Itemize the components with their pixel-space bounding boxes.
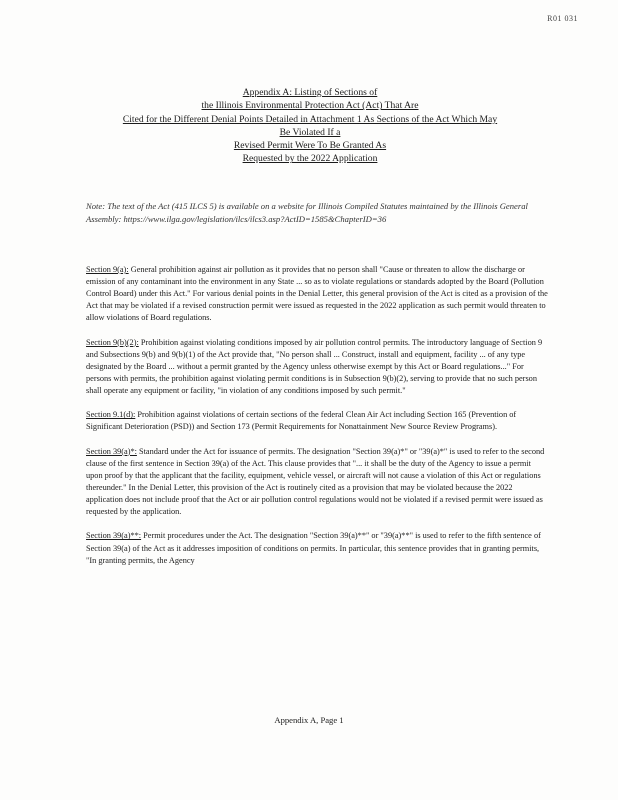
title-line-1: Appendix A: Listing of Sections of [242, 87, 378, 98]
section-body: General prohibition against air pollution as it provides that no person shall "Cause or threaten to allow the discharge or emission of any contaminant into the environment in any State ... so as to violate regulations or standards adopted by the Board (Pollution Control Board) under this Act." For various denial points in the Denial Letter, this general provision of the Act is cited as a provision of the Act that may be violated if a revised construction permit were issued as requested in the 2022 application as such permit would threaten to allow violations of Board regulations. [86, 265, 548, 323]
section-heading: Section 9(b)(2): [86, 337, 139, 347]
section-heading: Section 39(a)**: [86, 531, 142, 541]
section-heading: Section 9(a): [86, 265, 129, 274]
section-39a-star [86, 446, 548, 519]
page-footer: Appendix A, Page 1 [274, 715, 344, 725]
section-body: Prohibition against violations of certain sections of the federal Clean Air Act including Section 165 (Prevention of Significant Deterioration (PSD)) and Section 173 (Permit Requirements for Nonattainment New Source Review Programs). [86, 410, 517, 432]
section-body: Permit procedures under the Act. The designation "Section 39(a)**" or "39(a)**" is used to refer to the fifth sentence of Section 39(a) of the Act as it addresses imposition of conditions on permits. In particular, this sentence provides that in granting permits, "In granting permits, the Agency [86, 531, 541, 565]
title-line-6: Requested by the 2022 Application [242, 153, 378, 165]
appendix-title [60, 86, 560, 166]
section-list [86, 264, 548, 579]
title-line-4: Be Violated If a [279, 126, 341, 138]
section-9-1d [86, 409, 548, 433]
section-39a-double-star [86, 530, 548, 566]
title-line-5: Revised Permit Were To Be Granted As [233, 140, 387, 152]
section-9a [86, 264, 548, 324]
section-body: Standard under the Act for issuance of permits. The designation "Section 39(a)*" or "39(a)*" is used to refer to the second clause of the first sentence in Section 39(a) of the Act. This clause provides that "... it shall be the duty of the Agency to issue a permit upon proof by that the applicant that the facility, equipment, vehicle vessel, or aircraft will not cause a violation of this Act or regulations thereunder." In the Denial Letter, this provision of the Act is routinely cited as a provision that may be violated because the 2022 application does not include proof that the Act or air pollution control regulations would not be violated if a revised permit were issued as requested by the application. [86, 446, 545, 517]
document-stamp: R01 031 [547, 14, 578, 23]
section-body: Prohibition against violating conditions imposed by air pollution control permits. The introductory language of Section 9 and Subsections 9(b) and 9(b)(1) of the Act provide that, "No person shall ... Construct, install and equipment, facility ... of any type designated by the Board ... without a permit granted by the Agency unless otherwise exempt by this Act or Board regulations..." For persons with permits, the prohibition against violating permit conditions is in Subsection 9(b)(2), serving to provide that no such person shall operate any equipment or facility, "in violation of any conditions imposed by such permit." [86, 337, 543, 396]
statute-note: Note: The text of the Act (415 ILCS 5) is available on a website for Illinois Compiled Statutes maintained by the Illinois General Assembly: https://www.ilga.gov/legislation/ilcs/ilcs3.asp?ActID=1585&ChapterID=36 [86, 201, 528, 224]
section-heading: Section 9.1(d): [86, 410, 136, 420]
section-9b2 [86, 337, 548, 397]
title-line-3: Cited for the Different Denial Points Detailed in Attachment 1 As Sections of the Act Which May [122, 113, 498, 125]
section-heading: Section 39(a)*: [86, 446, 137, 456]
title-line-2: the Illinois Environmental Protection Act (Act) That Are [201, 100, 419, 112]
